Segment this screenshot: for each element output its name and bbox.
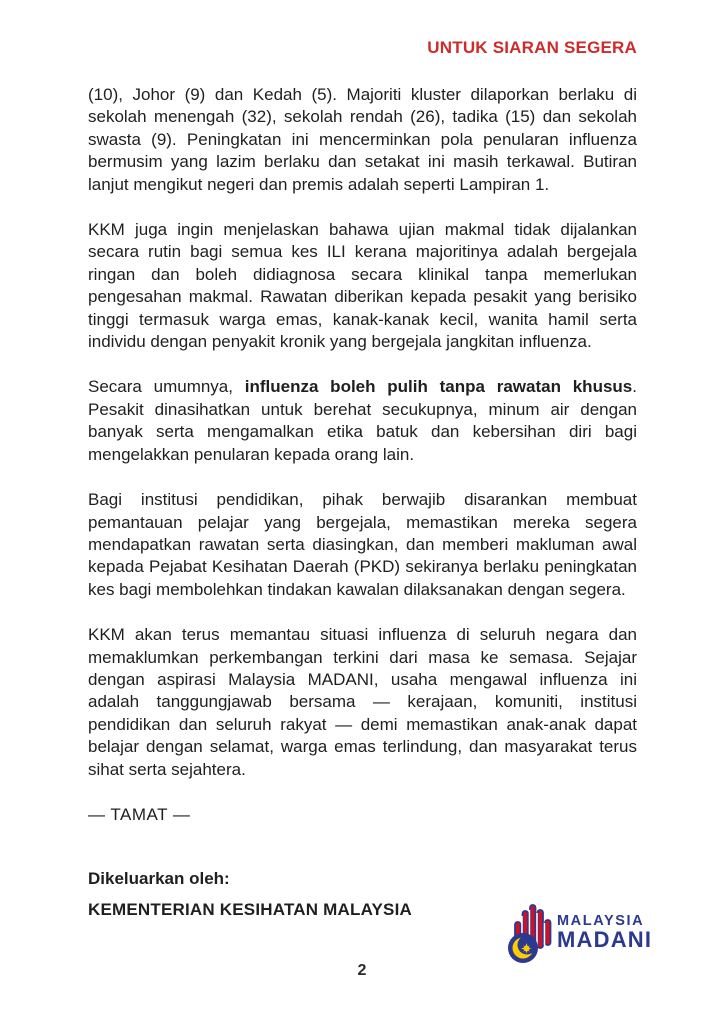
logo-malaysia-label: MALAYSIA [557, 912, 645, 929]
paragraph-lab-tests: KKM juga ingin menjelaskan bahawa ujian makmal tidak dijalankan secara rutin bagi semua kes ILI kerana majoritinya adalah bergejala ringan dan boleh didiagnosa secara klinikal tanpa memerlukan pengesahan makmal. Rawatan diberikan kepada pesakit yang berisiko tinggi termasuk warga emas, kanak-kanak kecil, wanita hamil serta individu dengan penyakit kronik yang bergejala jangkitan influenza. [88, 220, 637, 352]
paragraph-schools: Bagi institusi pendidikan, pihak berwajib disarankan membuat pemantauan pelajar yang bergejala, memastikan mereka segera mendapatkan rawatan serta diasingkan, dan memberi makluman awal kepada Pejabat Kesihatan Daerah (PKD) sekiranya berlaku peningkatan kes bagi membolehkan tindakan kawalan dilaksanakan dengan segera. [88, 490, 637, 599]
paragraph-monitoring: KKM akan terus memantau situasi influenza di seluruh negara dan memaklumkan perkembangan terkini dari masa ke semasa. Sejajar dengan aspirasi Malaysia MADANI, usaha mengawal influenza ini adalah tanggungjawab bersama — kerajaan, komuniti, institusi pendidikan dan seluruh rakyat — demi memastikan anak-anak dapat belajar dengan selamat, warga emas terlindung, dan masyarakat terus sihat serta sejahtera. [88, 625, 637, 779]
logo-madani-label: MADANI [557, 927, 653, 953]
paragraph-clusters: (10), Johor (9) dan Kedah (5). Majoriti kluster dilaporkan berlaku di sekolah menengah (32), sekolah rendah (26), tadika (15) dan sekolah swasta (9). Peningkatan ini mencerminkan pola penularan influenza bermusim yang lazim berlaku dan setakat ini masih terkawal. Butiran lanjut mengikut negeri dan premis adalah seperti Lampiran 1. [88, 85, 637, 194]
issued-by-label: Dikeluarkan oleh: [88, 869, 230, 888]
issuer-name: KEMENTERIAN KESIHATAN MALAYSIA [88, 900, 412, 919]
body-text [88, 84, 637, 849]
issued-block [88, 869, 412, 920]
malaysia-madani-logo [506, 901, 652, 970]
release-tag: UNTUK SIARAN SEGERA [427, 38, 637, 57]
end-marker: — TAMAT — [88, 804, 191, 824]
paragraph-recovery: Secara umumnya, influenza boleh pulih tanpa rawatan khusus. Pesakit dinasihatkan untuk berehat secukupnya, minum air dengan banyak serta mengamalkan etika batuk dan kebersihan diri bagi mengelakkan penularan kepada orang lain. [88, 377, 637, 464]
page-number: 2 [357, 962, 367, 979]
malaysia-madani-hand-crescent-icon [506, 901, 556, 970]
logo-text [557, 914, 652, 952]
